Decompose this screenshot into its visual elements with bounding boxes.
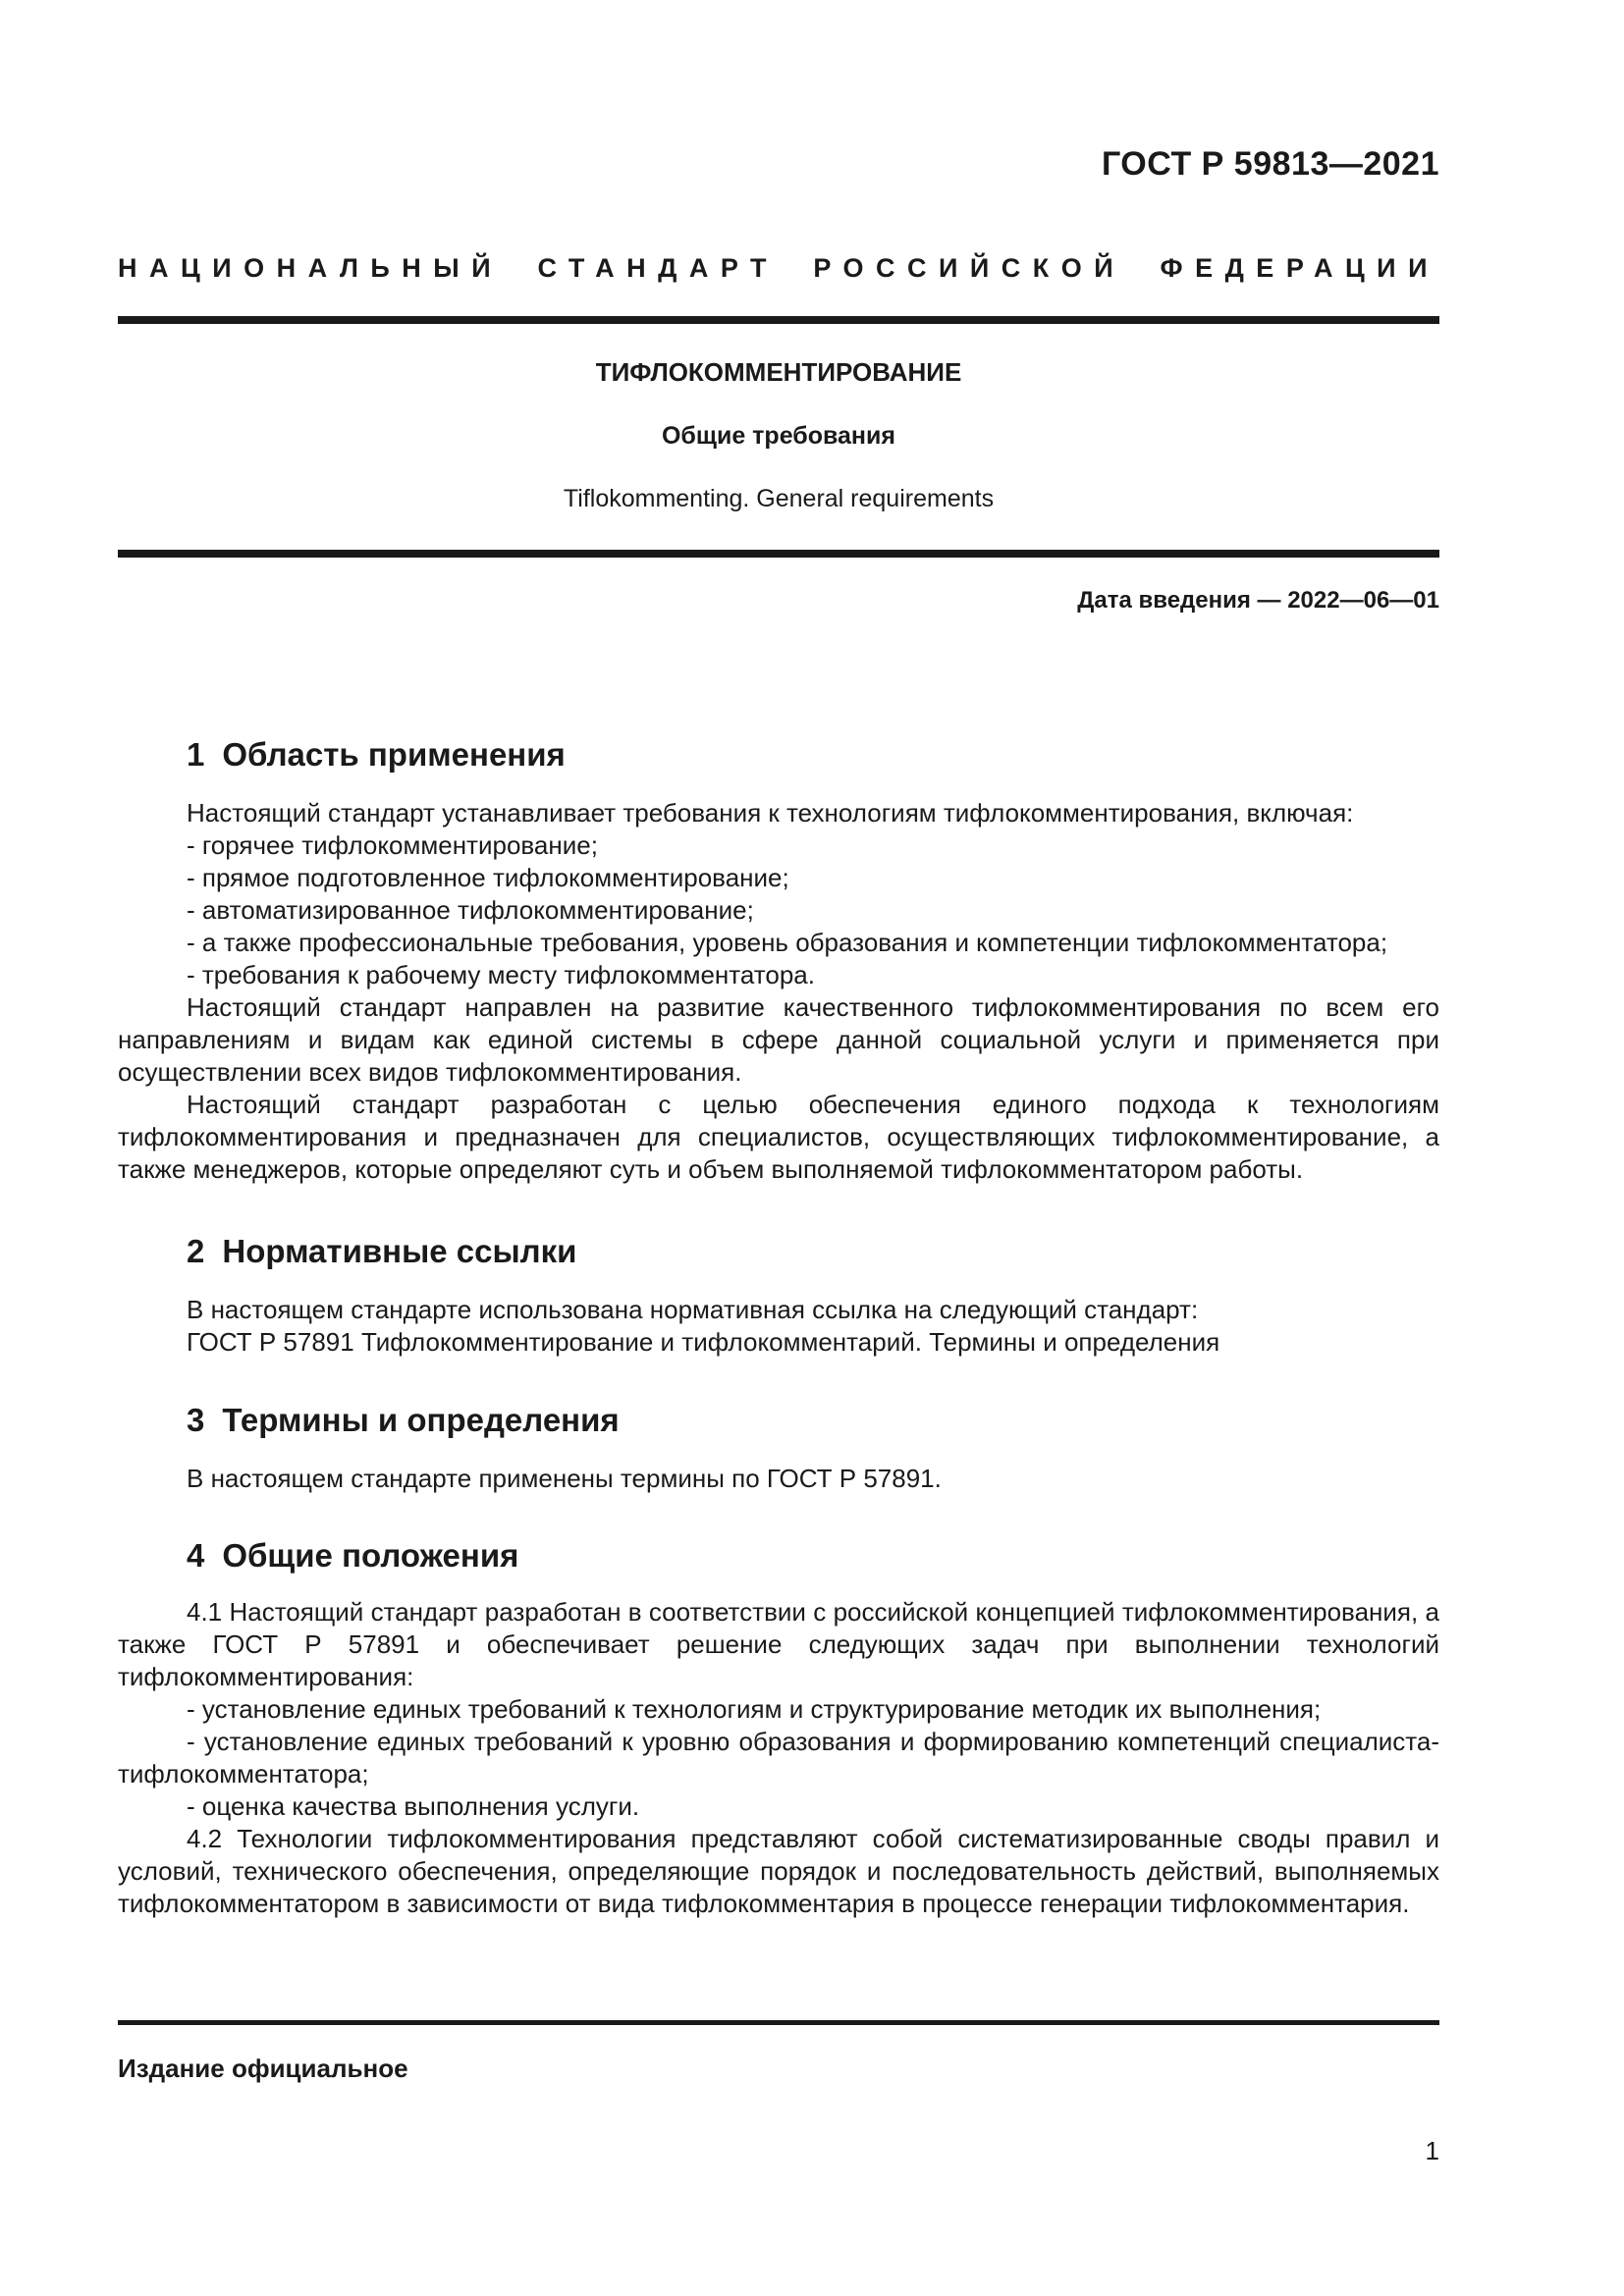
section-3-heading <box>187 1402 620 1439</box>
section-4-item: - установление единых требований к уровню образования и формированию компетенций специалиста-тифлокомментатора; <box>118 1727 1439 1789</box>
section-2-title: Нормативные ссылки <box>222 1233 577 1269</box>
introduction-date: Дата введения — 2022—06—01 <box>1077 587 1439 614</box>
section-4-heading <box>187 1537 518 1575</box>
section-2-number: 2 <box>187 1233 205 1269</box>
section-4-number: 4 <box>187 1537 205 1574</box>
section-1-heading <box>187 736 566 774</box>
section-1-item: - автоматизированное тифлокомментирование; <box>187 895 754 925</box>
section-3-body <box>118 1463 1439 1495</box>
document-title: ТИФЛОКОММЕНТИРОВАНИЕ <box>595 357 962 387</box>
section-4-body <box>118 1596 1439 1920</box>
section-1-item: - а также профессиональные требования, уровень образования и компетенции тифлокомментатора; <box>187 928 1388 957</box>
section-1-item: - прямое подготовленное тифлокомментирование; <box>187 863 789 892</box>
section-4-item: - оценка качества выполнения услуги. <box>187 1791 640 1821</box>
header-rule-bottom <box>118 550 1439 558</box>
section-3-title: Термины и определения <box>222 1402 620 1438</box>
section-1-body <box>118 797 1439 1186</box>
section-4-2-paragraph: 4.2 Технологии тифлокомментирования представляют собой систематизированные своды правил и условий, технического обеспечения, определяющие порядок и последовательность действий, выполняемых тифлокомментатором в зависимости от вида тифлокомментария в процессе генерации тифлокомментария. <box>118 1824 1439 1918</box>
document-number: ГОСТ Р 59813—2021 <box>1101 145 1439 183</box>
section-1-intro: Настоящий стандарт устанавливает требования к технологиям тифлокомментирования, включая: <box>187 798 1354 828</box>
section-2-line-1: В настоящем стандарте использована нормативная ссылка на следующий стандарт: <box>187 1295 1199 1324</box>
section-3-number: 3 <box>187 1402 205 1438</box>
page-number: 1 <box>1425 2136 1439 2165</box>
section-2-reference: ГОСТ Р 57891 Тифлокомментирование и тифлокомментарий. Термины и определения <box>187 1327 1220 1357</box>
section-1-paragraph-2: Настоящий стандарт направлен на развитие качественного тифлокомментирования по всем его направлениям и видам как единой системы в сфере данной социальной услуги и применяется при осуществлении всех видов тифлокомментирования. <box>118 992 1439 1087</box>
section-2-body <box>118 1294 1439 1359</box>
document-title-english: Tiflokommenting. General requirements <box>563 485 995 512</box>
section-1-item: - горячее тифлокомментирование; <box>187 830 598 860</box>
section-1-paragraph-3: Настоящий стандарт разработан с целью обеспечения единого подхода к технологиям тифлокомментирования и предназначен для специалистов, осуществляющих тифлокомментирование, а также менеджеров, которые определяют суть и объем выполняемой тифлокомментатором работы. <box>118 1090 1439 1184</box>
section-1-number: 1 <box>187 736 205 773</box>
document-subtitle: Общие требования <box>661 422 895 450</box>
section-4-1-paragraph: 4.1 Настоящий стандарт разработан в соответствии с российской концепцией тифлокомментирования, а также ГОСТ Р 57891 и обеспечивает решение следующих задач при выполнении технологий тифлокомментирования: <box>118 1597 1439 1691</box>
edition-label: Издание официальное <box>118 2054 408 2083</box>
section-1-item: - требования к рабочему месту тифлокомментатора. <box>187 960 815 989</box>
header-rule-top <box>118 316 1439 324</box>
standard-title: НАЦИОНАЛЬНЫЙ СТАНДАРТ РОССИЙСКОЙ ФЕДЕРАЦИИ <box>118 253 1439 283</box>
footer-rule <box>118 2020 1439 2025</box>
section-4-title: Общие положения <box>222 1537 519 1574</box>
section-4-item: - установление единых требований к технологиям и структурирование методик их выполнения; <box>187 1694 1322 1724</box>
section-3-line-1: В настоящем стандарте применены термины по ГОСТ Р 57891. <box>187 1464 942 1493</box>
document-page <box>118 0 1439 2296</box>
section-1-title: Область применения <box>222 736 566 773</box>
section-2-heading <box>187 1233 576 1270</box>
